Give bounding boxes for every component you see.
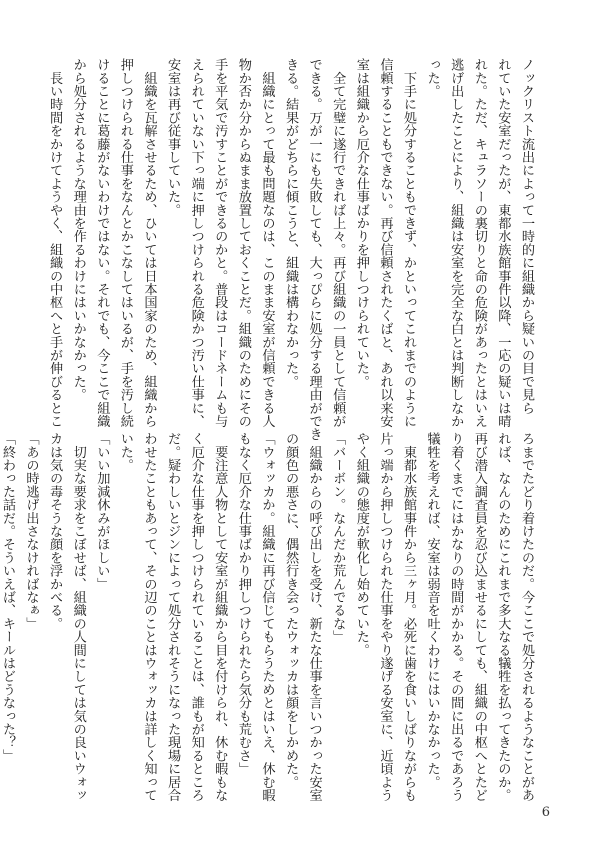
text-line: から処分されるような理由を作るわけにはいかなかった。 <box>70 58 86 402</box>
text-line: 切実な要求をこぼせば、組織の人間にしては気の良いウォッ <box>70 432 86 802</box>
text-line: だ。疑わしいとジンによって処分されそうになった現場に居合 <box>165 432 181 802</box>
text-line: 組織からの呼び出しを受け、新たな仕事を言いつかった安室 <box>306 432 322 802</box>
text-line: 室は組織から厄介な仕事ばかりを押しつけられていた。 <box>353 58 369 388</box>
text-line: 「終わった話だ。そういえば、キールはどうなった？」 <box>0 432 15 762</box>
text-line: ろまでたどり着けたのだ。今ここで処分されるようなことがあ <box>519 432 534 802</box>
text-line: できる。万が一にも失敗しても、大っぴらに処分する理由ができ <box>306 58 322 441</box>
text-line: 犠牲を考えれば、安室は弱音を吐くわけにはいかなかった。 <box>424 432 440 789</box>
text-block-top <box>47 58 538 441</box>
text-line: 信頼することもできない。再び信頼されたくばと、あれ以来安 <box>377 58 393 428</box>
text-line: れば、なんのためにこれまで多大なる犠牲を払ってきたのか。 <box>495 432 511 802</box>
text-line: カは気の毒そうな顔を浮かべる。 <box>47 432 63 630</box>
text-line: ノックリスト流出によって一時的に組織から疑いの目で見ら <box>519 58 534 415</box>
text-line: 組織にとって最も問題なのは、このまま安室が信頼できる人 <box>259 58 275 428</box>
text-line: 物か否か分からぬまま放置しておくことだ。組織のためにその <box>235 58 251 428</box>
text-line: 「あの時逃げ出さなければなぁ」 <box>23 432 39 630</box>
text-line: れていた安室だったが、東都水族館事件以降、一応の疑いは晴 <box>495 58 511 428</box>
text-line: 組織を瓦解させるため、ひいては日本国家のため、組織から <box>141 58 157 428</box>
text-line: 「バーボン。なんだか荒んでるな」 <box>330 432 346 644</box>
text-line: 片っ端から押しつけられた仕事をやり遂げる安室に、近頃よう <box>377 432 393 802</box>
text-line: 逃げ出したことにより、組織は安室を完全な白とは判断しなか <box>448 58 464 428</box>
text-block-bottom <box>0 432 538 802</box>
text-line: れた。ただ、キュラソーの裏切りと命の危険があったとはいえ <box>471 58 487 428</box>
text-line: り着くまでにはかなりの時間がかかる。その間に出るであろう <box>448 432 464 802</box>
text-line: 下手に処分することもできず、かといってこれまでのように <box>401 58 417 428</box>
text-line: 再び潜入調査員を忍び込ませるにしても、組織の中枢へとたど <box>471 432 487 802</box>
text-line: もなく厄介な仕事ばかり押しつけられたら気分も荒むさ」 <box>235 432 251 776</box>
text-line: 全て完璧に遂行できれば上々。再び組織の一員として信頼が <box>330 58 346 428</box>
text-line: 長い時間をかけてようやく、組織の中枢へと手が伸びるとこ <box>47 58 63 428</box>
text-line: 東都水族館事件から三ヶ月。必死に歯を食いしばりながらも <box>401 432 417 802</box>
text-line: った。 <box>424 58 440 98</box>
text-line: 手を平気で汚すことができるのかと。普段はコードネームも与 <box>212 58 228 428</box>
page-number: 6 <box>541 805 550 820</box>
text-line: いた。 <box>117 432 133 472</box>
text-line: 安室は再び従事していた。 <box>165 58 181 217</box>
text-line: 押しつけられる仕事をなんとかこなしてはいるが、手を汚し続 <box>117 58 133 428</box>
text-line: の顔色の悪さに、偶然行き会ったウォッカは顔をしかめた。 <box>283 432 299 789</box>
text-line: けることに葛藤がないわけではない。それでも、今ここで組織 <box>94 58 110 428</box>
text-line: えられていない下っ端に押しつけられる危険かつ汚い仕事に、 <box>188 58 204 428</box>
text-line: 「ウォッカか。組織に再び信じてもらうためとはいえ、休む暇 <box>259 432 275 802</box>
text-line: やく組織の態度が軟化し始めていた。 <box>353 432 369 657</box>
text-line: 「いい加減休みがほしい」 <box>94 432 110 591</box>
text-line: 要注意人物として安室が組織から目を付けられ、休む暇もな <box>212 432 228 802</box>
text-line: きる。結果がどちらに傾こうと、組織は構わなかった。 <box>283 58 299 388</box>
text-line: く厄介な仕事を押しつけられていることは、誰もが知るところ <box>188 432 204 802</box>
text-line: わせたこともあって、その辺のことはウォッカは詳しく知って <box>141 432 157 802</box>
